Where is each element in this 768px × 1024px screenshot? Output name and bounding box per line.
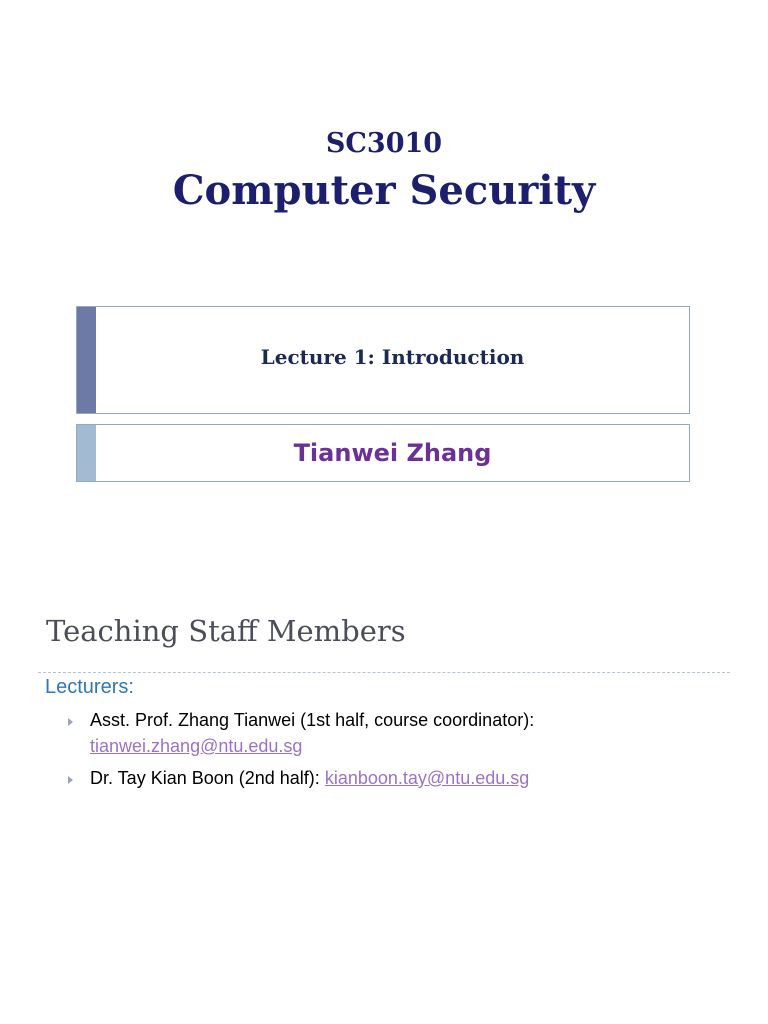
author-name: Tianwei Zhang	[293, 439, 492, 467]
lecturers-heading: Lecturers:	[45, 676, 134, 698]
triangle-bullet-icon	[68, 776, 73, 784]
lecturer-1-email-line	[90, 736, 302, 757]
lecturer-2-email-link[interactable]: kianboon.tay@ntu.edu.sg	[324, 768, 530, 788]
slide-title: Teaching Staff Members	[46, 614, 406, 648]
title-divider	[38, 672, 730, 673]
triangle-bullet-icon	[68, 718, 73, 726]
lecturer-2-text: Dr. Tay Kian Boon (2nd half):	[90, 768, 320, 788]
author-box-accent-bar	[77, 425, 96, 481]
staff-slide	[0, 580, 768, 1024]
course-title: Computer Security	[172, 167, 596, 214]
lecture-title: Lecture 1: Introduction	[260, 345, 525, 369]
lecture-box-accent-bar	[77, 307, 96, 413]
lecturer-2-line	[90, 768, 529, 789]
author-box	[76, 424, 690, 482]
course-code: SC3010	[325, 128, 443, 159]
lecturer-1-email-link[interactable]: tianwei.zhang@ntu.edu.sg	[90, 736, 303, 756]
lecture-box	[76, 306, 690, 414]
lecturer-1-text: Asst. Prof. Zhang Tianwei (1st half, course coordinator):	[90, 710, 535, 730]
